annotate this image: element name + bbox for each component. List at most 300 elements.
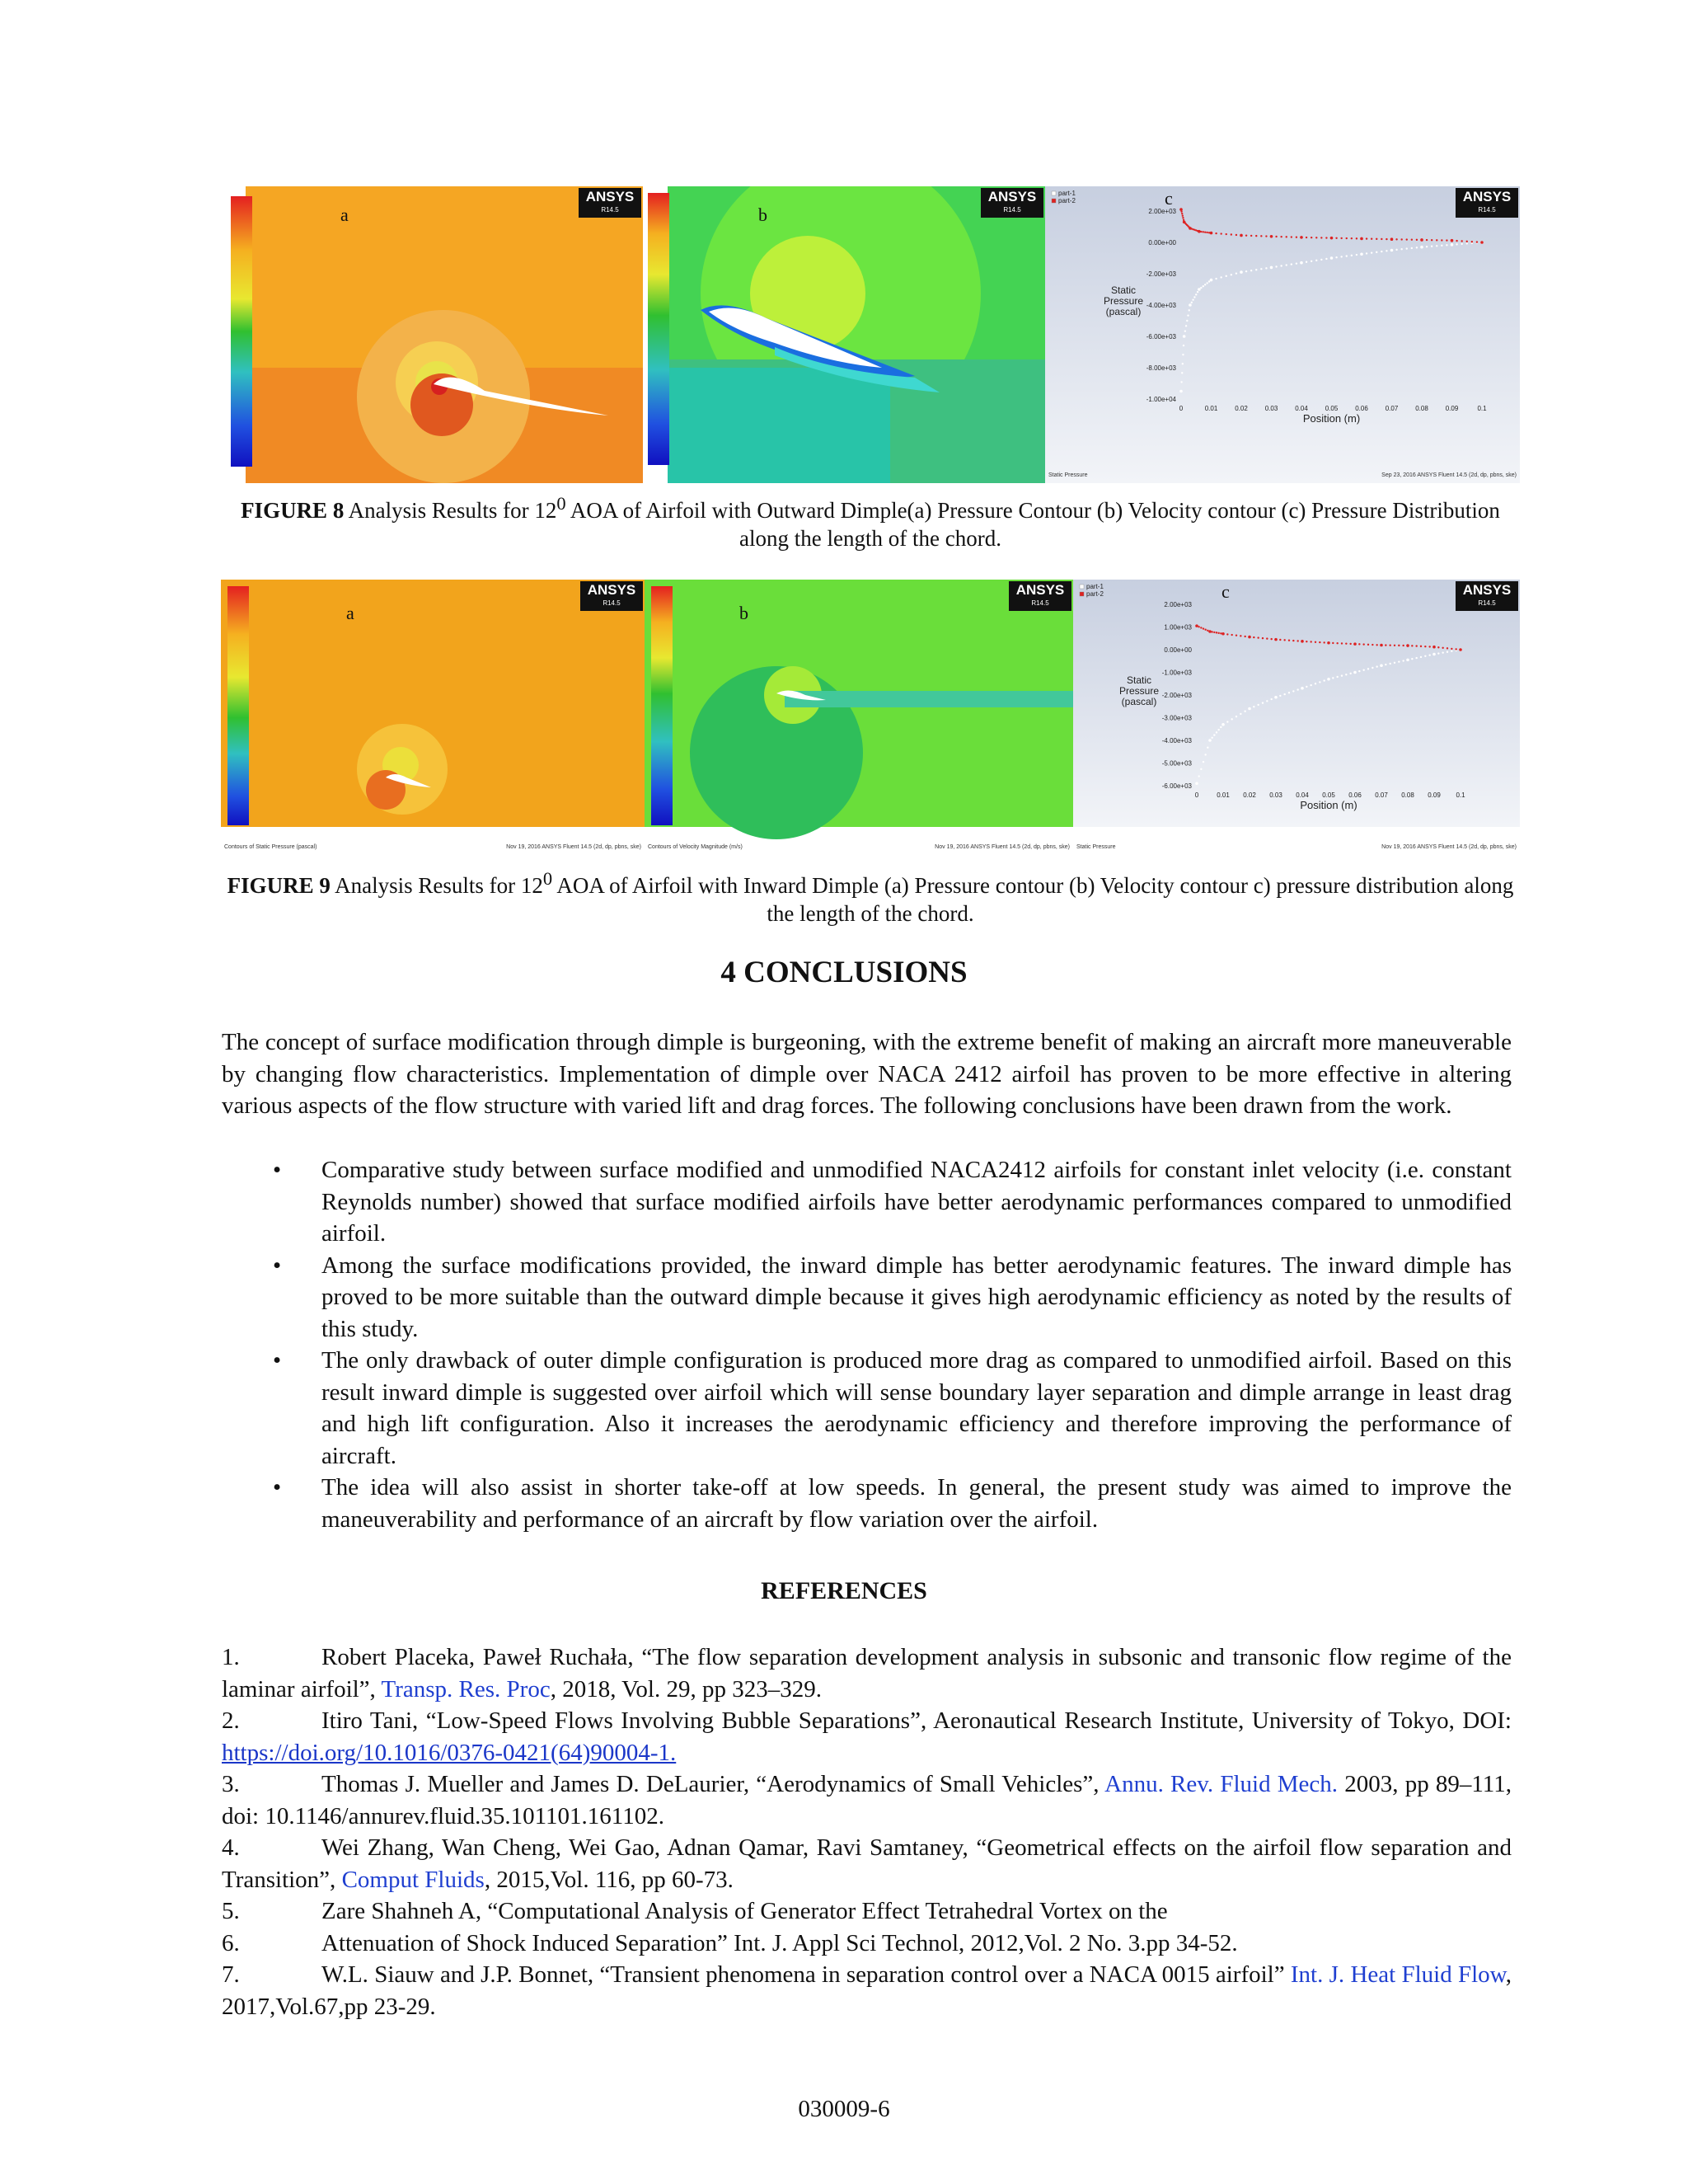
data-point	[1426, 246, 1428, 247]
data-point	[1275, 236, 1277, 237]
data-point	[1208, 739, 1212, 742]
data-point	[1306, 261, 1307, 263]
data-point	[1306, 237, 1307, 238]
data-point	[1245, 234, 1247, 236]
data-point	[1319, 681, 1320, 683]
data-point	[1406, 659, 1409, 662]
data-point	[1195, 782, 1198, 785]
data-point	[1280, 236, 1282, 237]
references-list	[222, 1642, 1512, 2022]
data-point	[1203, 761, 1204, 763]
x-tick-label: 0.04	[1295, 405, 1308, 412]
pressure-contour-panel	[221, 186, 643, 483]
data-point	[1390, 249, 1394, 252]
data-point	[1226, 275, 1227, 277]
data-point	[1250, 235, 1252, 237]
x-tick-label: 0.05	[1322, 791, 1335, 799]
data-point	[1340, 256, 1342, 257]
y-axis-label: Pressure	[1103, 295, 1144, 307]
data-point	[1197, 291, 1198, 293]
data-point	[1376, 251, 1377, 253]
data-point	[1320, 259, 1322, 261]
data-point	[1306, 641, 1307, 642]
data-point	[1206, 232, 1207, 233]
data-point	[1451, 243, 1454, 247]
data-point	[1187, 314, 1189, 316]
data-point	[1395, 249, 1397, 251]
data-point	[1200, 231, 1202, 232]
data-point	[1250, 270, 1252, 271]
journal-link[interactable]: Comput Fluids	[341, 1866, 485, 1893]
figure-8	[221, 186, 1520, 483]
data-point	[1288, 640, 1290, 641]
data-point	[1291, 236, 1292, 237]
footer-right: Nov 19, 2016 ANSYS Fluent 14.5 (2d, dp, pbns, ske)	[506, 844, 641, 850]
data-point	[1389, 663, 1390, 665]
y-axis-label: (pascal)	[1105, 306, 1142, 317]
data-point	[1208, 280, 1210, 282]
data-point	[1411, 658, 1413, 660]
y-tick-label: -8.00e+03	[1146, 364, 1176, 372]
pressure-contour-image	[221, 580, 645, 860]
data-point	[1372, 644, 1373, 646]
list-item: • Among the surface modifications provided, the inward dimple has better aerodynamic features. The inward dimple has proved to be more suitable than the outward dimple because it gives high aerodynamic efficiency as noted by the results of this study.	[222, 1250, 1512, 1346]
footer-left: Static Pressure	[1076, 844, 1116, 850]
x-tick-label: 0.05	[1325, 405, 1339, 412]
data-point	[1191, 302, 1193, 303]
data-point	[1195, 294, 1197, 295]
data-point	[1198, 288, 1201, 291]
data-point	[1371, 237, 1372, 239]
data-point	[1406, 238, 1408, 240]
data-point	[1356, 237, 1357, 239]
data-point	[1270, 266, 1273, 270]
y-tick-label: -6.00e+03	[1146, 333, 1176, 341]
journal-link[interactable]: Int. J. Heat Fluid Flow	[1290, 1961, 1506, 1988]
data-point	[1325, 258, 1327, 260]
pressure-distribution-chart	[1045, 186, 1520, 483]
legend-label: part-1	[1058, 190, 1076, 197]
y-tick-label: -3.00e+03	[1161, 714, 1192, 722]
caption-text-cont: AOA of Airfoil with Outward Dimple(a) Pressure Contour (b) Velocity contour (c) Pressure Distribution along the length of the chord.	[565, 498, 1500, 551]
x-tick-label: 0.08	[1401, 791, 1414, 799]
data-point	[1248, 707, 1251, 711]
data-point	[1402, 660, 1404, 661]
data-point	[1182, 363, 1184, 364]
journal-link[interactable]: Annu. Rev. Fluid Mech.	[1104, 1771, 1339, 1797]
data-point	[1341, 674, 1343, 676]
data-point	[1270, 638, 1272, 640]
y-axis-label: (pascal)	[1121, 696, 1157, 707]
conclusions-intro: The concept of surface modification through dimple is burgeoning, with the extreme benefit of making an aircraft more maneuverable by changing flow characteristics. Implementation of dimple over NACA 2412 airfoil has proven to be more effective in altering various aspects of the flow structure with varied lift and drag forces. The following conclusions have been drawn from the work.	[222, 1029, 1512, 1119]
data-point	[1456, 240, 1457, 242]
data-point	[1183, 345, 1184, 346]
data-point	[1351, 237, 1353, 239]
data-point	[1411, 645, 1413, 646]
data-point	[1406, 247, 1408, 249]
data-point	[1455, 648, 1456, 650]
data-point	[1240, 270, 1243, 274]
data-point	[1424, 655, 1426, 657]
data-point	[1332, 642, 1334, 644]
data-point	[1192, 298, 1193, 300]
data-point	[1292, 640, 1294, 641]
data-point	[1200, 768, 1202, 770]
data-point	[1366, 252, 1367, 254]
pressure-contour-image	[221, 186, 643, 483]
data-point	[1220, 726, 1221, 728]
data-point	[1315, 237, 1317, 238]
reference-item: 3. Thomas J. Mueller and James D. DeLaurier, “Aerodynamics of Small Vehicles”, Annu. Rev. Fluid Mech. 2003, pp 89–111, doi: 10.1146/annurev.fluid.35.101101.161102.	[222, 1771, 1512, 1829]
data-point	[1325, 237, 1327, 238]
data-point	[1442, 647, 1443, 649]
data-point	[1436, 239, 1437, 241]
legend-label: part-1	[1086, 583, 1104, 590]
data-point	[1204, 231, 1206, 232]
data-point	[1360, 237, 1363, 241]
data-point	[1367, 644, 1369, 646]
data-point	[1353, 671, 1357, 674]
data-point	[1221, 723, 1225, 726]
x-tick-label: 0.03	[1264, 405, 1278, 412]
reference-item: 6. Attenuation of Shock Induced Separation” Int. J. Appl Sci Technol, 2012,Vol. 2 No. 3.pp 34-52.	[222, 1929, 1238, 1956]
data-point	[1346, 255, 1348, 256]
data-point	[1291, 263, 1292, 265]
data-point	[1213, 734, 1215, 735]
data-point	[1253, 706, 1254, 707]
data-point	[1288, 692, 1290, 693]
data-point	[1257, 704, 1259, 706]
x-axis-label: Position (m)	[1300, 799, 1357, 811]
legend-swatch	[1080, 585, 1084, 589]
data-point	[1451, 239, 1454, 242]
data-point	[1437, 646, 1439, 648]
data-point	[1376, 238, 1377, 240]
data-point	[1203, 285, 1204, 287]
references-heading: REFERENCES	[761, 1577, 927, 1604]
x-tick-label: 0.06	[1348, 791, 1362, 799]
data-point	[1431, 246, 1432, 247]
data-point	[1381, 238, 1382, 240]
data-point	[1380, 664, 1383, 667]
data-point	[1244, 636, 1245, 637]
reference-item: 2. Itiro Tani, “Low-Speed Flows Involving Bubble Separations”, Aeronautical Research Institute, University of Tokyo, DOI: https://doi.org/10.1016/0376-0421(64)90004-1.	[222, 1707, 1512, 1766]
footer-right: Nov 19, 2016 ANSYS Fluent 14.5 (2d, dp, pbns, ske)	[935, 844, 1070, 850]
x-tick-label: 0.08	[1415, 405, 1428, 412]
legend-swatch	[1052, 199, 1056, 203]
data-point	[1207, 747, 1208, 749]
panel-letter-c: c	[1165, 188, 1173, 209]
y-tick-label: -2.00e+03	[1146, 270, 1176, 278]
ansys-logo: ANSYS R14.5	[1456, 581, 1518, 611]
data-point	[1340, 237, 1342, 239]
data-point	[1182, 354, 1184, 355]
data-point	[1349, 673, 1351, 674]
data-point	[1315, 260, 1317, 261]
data-point	[1207, 630, 1208, 632]
data-point	[1420, 238, 1423, 242]
data-point	[1215, 278, 1217, 279]
data-point	[1394, 662, 1395, 664]
data-point	[1441, 239, 1442, 241]
section-heading: 4 CONCLUSIONS	[720, 956, 968, 989]
data-point	[1420, 656, 1422, 658]
data-point	[1416, 239, 1418, 241]
footer-left: Contours of Velocity Magnitude (m/s)	[648, 844, 743, 850]
data-point	[1231, 634, 1232, 636]
data-point	[1279, 695, 1281, 697]
figure-9-caption	[221, 865, 1520, 928]
data-point	[1184, 330, 1186, 331]
data-point	[1189, 309, 1190, 311]
data-point	[1345, 674, 1347, 675]
data-point	[1402, 645, 1404, 646]
data-point	[1366, 237, 1367, 239]
data-point	[1180, 210, 1182, 212]
y-tick-label: -4.00e+03	[1161, 737, 1192, 744]
data-point	[1208, 630, 1212, 633]
data-point	[1236, 272, 1237, 274]
data-point	[1274, 638, 1278, 641]
data-point	[1210, 232, 1213, 235]
ansys-logo: ANSYS R14.5	[981, 188, 1043, 218]
data-point	[1466, 241, 1468, 242]
data-point	[1480, 241, 1484, 244]
y-tick-label: 0.00e+00	[1148, 239, 1176, 247]
y-tick-label: -2.00e+03	[1161, 692, 1192, 699]
y-tick-label: 2.00e+03	[1148, 208, 1176, 215]
data-point	[1217, 729, 1219, 730]
data-point	[1437, 652, 1439, 654]
caption-label: FIGURE 9	[227, 873, 331, 898]
data-point	[1220, 232, 1221, 234]
bullet-icon: •	[273, 1347, 282, 1374]
data-point	[1358, 670, 1360, 672]
data-point	[1446, 244, 1447, 246]
data-point	[1206, 282, 1207, 284]
journal-link[interactable]: Transp. Res. Proc	[381, 1675, 551, 1703]
data-point	[1211, 631, 1212, 632]
data-point	[1211, 737, 1212, 739]
y-tick-label: 2.00e+03	[1164, 601, 1192, 608]
data-point	[1398, 645, 1400, 646]
data-point	[1389, 644, 1390, 646]
y-axis-label: Static	[1126, 674, 1152, 686]
data-point	[1221, 632, 1225, 636]
data-point	[1371, 251, 1372, 253]
panel-letter-c: c	[1221, 581, 1230, 602]
data-point	[1296, 237, 1297, 238]
data-point	[1292, 690, 1294, 692]
panel-letter-a: a	[346, 603, 354, 623]
doi-link[interactable]: https://doi.org/10.1016/0376-0421(64)90004-1.	[222, 1739, 677, 1766]
data-point	[1461, 243, 1462, 245]
figure-8-caption	[221, 490, 1520, 552]
data-point	[1279, 639, 1281, 641]
velocity-contour-image	[645, 580, 1073, 860]
data-point	[1415, 645, 1417, 646]
data-point	[1442, 651, 1443, 653]
data-point	[1300, 236, 1303, 239]
data-point	[1204, 284, 1206, 285]
data-point	[1471, 241, 1473, 242]
data-point	[1420, 646, 1422, 647]
panel-letter-a: a	[340, 204, 349, 225]
data-point	[1296, 262, 1297, 264]
data-point	[1286, 264, 1287, 265]
list-item: • The idea will also assist in shorter take-off at low speeds. In general, the present study was aimed to improve the maneuverability and performance of an aircraft by flow variation over the airfoil.	[222, 1472, 1512, 1535]
data-point	[1376, 665, 1377, 667]
data-point	[1420, 246, 1423, 249]
data-point	[1236, 716, 1237, 717]
data-point	[1240, 635, 1241, 636]
data-point	[1280, 265, 1282, 266]
data-point	[1461, 240, 1462, 242]
data-point	[1203, 627, 1204, 629]
figure-9	[221, 580, 1520, 860]
data-point	[1253, 636, 1254, 638]
x-tick-label: 0.09	[1428, 791, 1441, 799]
data-point	[1385, 664, 1386, 665]
data-point	[1441, 245, 1442, 247]
caption-superscript: 0	[556, 493, 566, 514]
data-point	[1270, 698, 1272, 700]
data-point	[1266, 637, 1268, 639]
legend-swatch	[1052, 191, 1056, 195]
data-point	[1296, 688, 1298, 690]
data-point	[1262, 637, 1264, 639]
data-point	[1432, 646, 1436, 649]
data-point	[1186, 320, 1188, 322]
data-point	[1446, 239, 1447, 241]
data-point	[1189, 303, 1192, 307]
pressure-contour-panel	[221, 580, 645, 860]
data-point	[1266, 700, 1268, 702]
data-point	[1330, 237, 1334, 240]
data-point	[1360, 252, 1363, 256]
y-tick-label: -1.00e+04	[1146, 396, 1176, 403]
data-point	[1216, 632, 1217, 633]
data-point	[1315, 683, 1316, 684]
data-point	[1236, 634, 1237, 636]
data-point	[1381, 251, 1382, 252]
data-point	[1274, 696, 1278, 699]
data-point	[1220, 276, 1221, 278]
data-point	[1451, 648, 1452, 650]
data-point	[1204, 629, 1206, 631]
ansys-logo: ANSYS R14.5	[1456, 188, 1518, 218]
data-point	[1226, 633, 1228, 635]
data-point	[1385, 644, 1386, 646]
data-point	[1398, 660, 1400, 662]
x-tick-label: 0.07	[1385, 405, 1399, 412]
y-axis-label: Pressure	[1118, 685, 1160, 697]
data-point	[1428, 646, 1430, 647]
data-point	[1270, 235, 1273, 238]
data-point	[1424, 646, 1426, 647]
x-tick-label: 0.09	[1445, 405, 1459, 412]
data-point	[1179, 390, 1183, 393]
list-item: • The only drawback of outer dimple configuration is produced more drag as compared to unmodified airfoil. Based on this result inward dimple is suggested over airfoil which will sense boundary layer separation and dimple arrange in least drag and high lift configuration. Also it increases the aerodynamic efficiency and therefore improving the performance of aircraft.	[222, 1345, 1512, 1472]
data-point	[1351, 255, 1353, 256]
data-point	[1476, 241, 1478, 242]
data-point	[1447, 651, 1448, 653]
y-axis-label: Static	[1110, 284, 1137, 296]
velocity-contour-panel	[645, 580, 1073, 860]
x-tick-label: 0.03	[1269, 791, 1282, 799]
data-point	[1456, 243, 1457, 245]
data-point	[1362, 669, 1364, 671]
data-point	[1240, 234, 1243, 237]
caption-text: Analysis Results for 12	[344, 498, 557, 523]
data-point	[1447, 647, 1448, 649]
data-point	[1400, 248, 1402, 250]
data-point	[1182, 215, 1184, 217]
data-point	[1275, 265, 1277, 267]
data-point	[1183, 335, 1186, 338]
data-point	[1255, 269, 1257, 270]
data-point	[1244, 711, 1245, 712]
data-point	[1466, 242, 1468, 244]
data-point	[1220, 632, 1221, 634]
data-point	[1265, 267, 1267, 269]
reference-item: 7. W.L. Siauw and J.P. Bonnet, “Transient phenomena in separation control over a NACA 0015 airfoil” Int. J. Heat Fluid Flow, 2017,Vol.67,pp 23-29.	[222, 1961, 1512, 2020]
x-tick-label: 0.01	[1204, 405, 1218, 412]
x-axis-label: Position (m)	[1302, 412, 1361, 425]
data-point	[1415, 657, 1417, 659]
y-tick-label: 0.00e+00	[1164, 646, 1192, 654]
data-point	[1226, 721, 1228, 722]
ansys-logo: ANSYS R14.5	[1009, 581, 1071, 611]
data-point	[1386, 238, 1387, 240]
data-point	[1217, 632, 1219, 634]
data-point	[1200, 627, 1202, 628]
reference-item: 5. Zare Shahneh A, “Computational Analysis of Generator Effect Tetrahedral Vortex on the	[222, 1898, 1168, 1924]
data-point	[1390, 237, 1394, 241]
legend-swatch	[1080, 592, 1084, 596]
data-point	[1182, 217, 1184, 218]
data-point	[1315, 641, 1316, 643]
y-tick-label: 1.00e+03	[1164, 623, 1192, 632]
data-point	[1335, 256, 1337, 258]
x-tick-label: 0.02	[1235, 405, 1248, 412]
ansys-logo: ANSYS R14.5	[580, 581, 643, 611]
data-point	[1204, 754, 1206, 755]
data-point	[1301, 687, 1304, 690]
data-point	[1336, 642, 1338, 644]
y-tick-label: -1.00e+03	[1161, 669, 1192, 677]
data-point	[1215, 232, 1217, 234]
bullet-icon: •	[273, 1252, 282, 1279]
data-point	[1353, 642, 1357, 646]
data-point	[1198, 626, 1199, 627]
footer-left: Static Pressure	[1048, 472, 1088, 478]
caption-text: Analysis Results for 12	[330, 873, 543, 898]
data-point	[1195, 624, 1198, 627]
reference-item: 1. Robert Placeka, Paweł Ruchała, “The flow separation development analysis in subsonic and transonic flow regime of the laminar airfoil”, Transp. Res. Proc, 2018, Vol. 29, pp 323–329.	[222, 1644, 1512, 1703]
data-point	[1319, 641, 1320, 643]
ansys-logo: ANSYS R14.5	[579, 188, 641, 218]
x-tick-label: 0.1	[1456, 791, 1465, 799]
y-tick-label: -5.00e+03	[1161, 759, 1192, 768]
data-point	[1358, 643, 1360, 645]
data-point	[1411, 239, 1413, 241]
data-point	[1262, 702, 1264, 703]
data-point	[1203, 231, 1204, 232]
x-tick-label: 0	[1194, 791, 1199, 799]
data-point	[1300, 261, 1303, 265]
data-point	[1416, 247, 1418, 248]
